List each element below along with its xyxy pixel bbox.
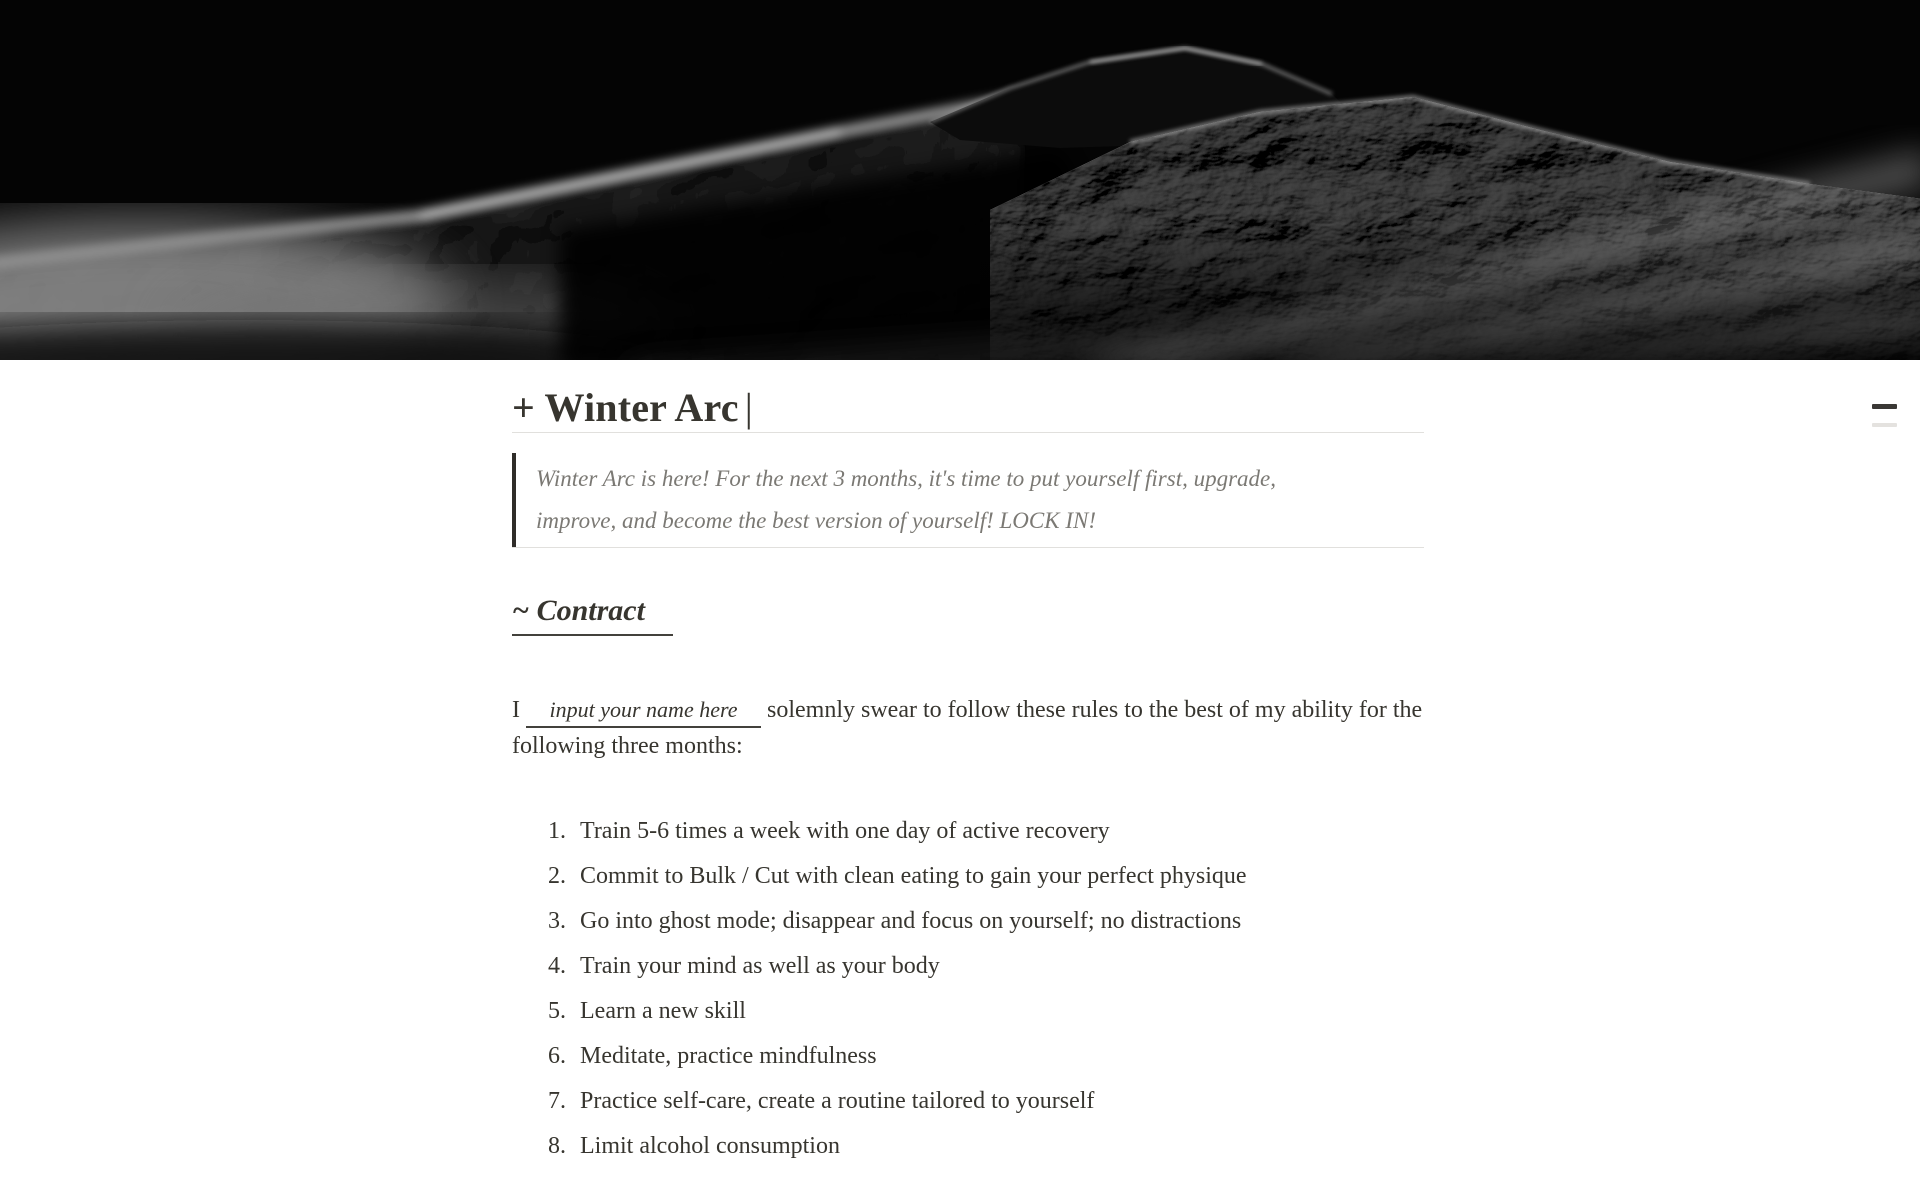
- rule-list-item[interactable]: Train 5-6 times a week with one day of active recovery: [580, 818, 1110, 844]
- rock-photo-illustration: [0, 0, 1920, 360]
- pledge-prefix: I: [512, 697, 520, 723]
- pledge-paragraph[interactable]: [512, 692, 1424, 764]
- rule-list-item[interactable]: Meditate, practice mindfulness: [580, 1043, 877, 1069]
- pledge-line1-rest: solemnly swear to follow these rules to the best of my ability for the: [767, 697, 1423, 723]
- divider: [512, 432, 1424, 433]
- text-cursor: |: [744, 385, 753, 430]
- toc-item-current[interactable]: [1872, 404, 1897, 409]
- rule-list-item[interactable]: Practice self-care, create a routine tailored to yourself: [580, 1088, 1095, 1114]
- contract-heading[interactable]: [512, 592, 1424, 636]
- quote-line-2: improve, and become the best version of yourself! LOCK IN!: [536, 508, 1096, 533]
- rule-list-item[interactable]: Learn a new skill: [580, 998, 746, 1024]
- rules-list: [548, 815, 1424, 1163]
- divider: [512, 547, 1424, 548]
- cover-image: [0, 0, 1920, 360]
- page-title[interactable]: [512, 384, 1424, 432]
- rule-list-item[interactable]: Train your mind as well as your body: [580, 953, 940, 979]
- contract-heading-text: ~ Contract: [512, 592, 673, 636]
- name-input-blank[interactable]: input your name here: [526, 695, 761, 728]
- toc-item-next[interactable]: [1872, 423, 1897, 427]
- quote-block[interactable]: [512, 453, 1424, 547]
- rule-list-item[interactable]: Limit alcohol consumption: [580, 1133, 840, 1159]
- page-title-text: + Winter Arc: [512, 385, 739, 430]
- quote-line-1: Winter Arc is here! For the next 3 months, it's time to put yourself first, upgrade,: [536, 466, 1276, 491]
- pledge-line2: following three months:: [512, 733, 743, 759]
- rule-list-item[interactable]: Commit to Bulk / Cut with clean eating to gain your perfect physique: [580, 863, 1247, 889]
- table-of-contents-rail: [1872, 404, 1897, 441]
- rule-list-item[interactable]: Go into ghost mode; disappear and focus on yourself; no distractions: [580, 908, 1242, 934]
- page-content: [512, 360, 1424, 1175]
